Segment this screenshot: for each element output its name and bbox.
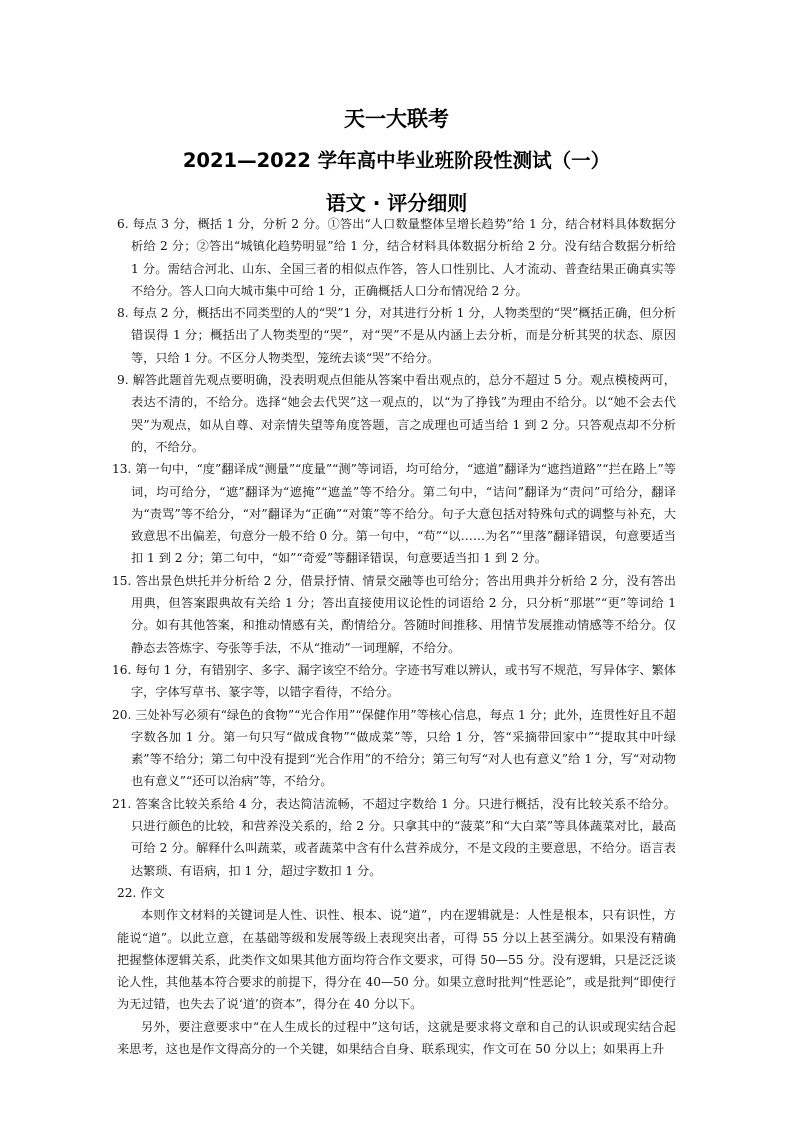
essay-paragraph-1: 本则作文材料的关键词是人性、识性、根本、说“道”，内在逻辑就是：人性是根本，只有识性，方能说“道”。以此立意，在基础等级和发展等级上表现突出者，可得 55 分以上甚至满分。如果没有精确把握整体逻辑关系，此类作文如果其他方面均符合作文要求，可得 50—55 分。没有逻辑，只是泛泛谈论人性，其他基本符合要求的前提下，得分在 40—50 分。如果立意时批判“性恶论”，或是批判“即使行为无过错，也失去了说‘道’的资本”，得分在 40 分以下。 bbox=[117, 908, 676, 1012]
rule-item-15: 15. 答出景色烘托并分析给 2 分，借景抒情、情景交融等也可给分；答出用典并分析给 2 分，没有答出用典，但答案跟典故有关给 1 分；答出直接使用议论性的词语给 2 分，只分析“那堪”“更”等词给 1 分。如有其他答案，和推动情感有关，酌情给分。答随时间推移、用情节发展推动情感等不给分。仅静态去答炼字、夸张等手法，不从“推动”一词理解，不给分。 bbox=[112, 573, 676, 655]
essay-paragraph-2: 另外，要注意要求中“在人生成长的过程中”这句话，这就是要求将文章和自己的认识或现实结合起来思考，这也是作文得高分的一个关键，如果结合自身、联系现实，作文可在 50 分以上；如果再上升 bbox=[117, 1019, 676, 1056]
rule-item-6: 6. 每点 3 分，概括 1 分，分析 2 分。①答出“人口数量整体呈增长趋势”给 1 分，结合材料具体数据分析给 2 分；②答出“城镇化趋势明显”给 1 分，结合材料具体数据分析给 2 分。没有结合数据分析给 1 分。需结合河北、山东、全国三者的相似点作答，答人口性别比、人才流动、普查结果正确真实等不给分。答人口向大城市集中可给 1 分，正确概括人口分布情况给 2 分。 bbox=[117, 217, 676, 298]
rule-item-16: 16. 每句 1 分，有错别字、多字、漏字该空不给分。字迹书写难以辨认，或书写不规范，写异体字、繁体字，字体写草书、篆字等，以错字看待，不给分。 bbox=[112, 662, 676, 700]
scoring-rules-body bbox=[112, 213, 676, 1060]
rule-item-9: 9. 解答此题首先观点要明确，没表明观点但能从答案中看出观点的，总分不超过 5 分。观点模棱两可，表达不清的，不给分。选择“她会去代哭”这一观点的，以“为了挣钱”为理由不给分。以“她不会去代哭”为观点，如从自尊、对亲情失望等角度答题，言之成理也可适当给 1 到 2 分。只答观点却不分析的，不给分。 bbox=[117, 373, 676, 454]
rule-item-21: 21. 答案含比较关系给 4 分，表达简洁流畅，不超过字数给 1 分。只进行概括，没有比较关系不给分。只进行颜色的比较，和营养没关系的，给 2 分。只拿其中的“菠菜”和“大白菜”等具体蔬菜对比，最高可给 2 分。解释什么叫蔬菜，或者蔬菜中含有什么营养成分，不是文段的主要意思，不给分。语言表达繁琐、有语病，扣 1 分，超过字数扣 1 分。 bbox=[112, 796, 676, 878]
rule-item-20: 20. 三处补写必须有“绿色的食物”“光合作用”“保健作用”等核心信息，每点 1 分；此外，连贯性好且不超字数各加 1 分。第一句只写“做成食物”“做成菜”等，只给 1 分，答“采摘带回家中”“提取其中叶绿素”等不给分；第二句中没有提到“光合作用”的不给分；第三句写“对人也有意义”给 1 分，写“对动物也有意义”“还可以治病”等，不给分。 bbox=[112, 707, 676, 789]
essay-heading: 22. 作文 bbox=[117, 885, 165, 900]
doc-title: 天一大联考 bbox=[344, 107, 449, 131]
rule-item-13: 13. 第一句中，“度”翻译成“测量”“度量”“测”等词语，均可给分，“遮道”翻译为“遮挡道路”“拦在路上”等词，均可给分，“遮”翻译为“遮掩”“遮盖”等不给分。第二句中，“诘问”翻译为“责问”可给分，翻译为“责骂”等不给分，“对”翻译为“正确”“对策”等不给分。句子大意包括对特殊句式的调整与补充，大致意思不出偏差，句意分一般不给 0 分。第一句中，“苟”“以……为名”“里落”翻译错误，句意要适当扣 1 到 2 分；第二句中，“如”“奇爱”等翻译错误，句意要适当扣 1 到 2 分。 bbox=[112, 462, 676, 566]
doc-subtitle: 2021—2022 学年高中毕业班阶段性测试（一） bbox=[182, 149, 611, 172]
rule-item-8: 8. 每点 2 分，概括出不同类型的人的“哭”1 分，对其进行分析 1 分，人物类型的“哭”概括正确，但分析错误得 1 分；概括出了人物类型的“哭”，对“哭”不是从内涵上去分析，而是分析其哭的状态、原因等，只给 1 分。不区分人物类型，笼统去谈“哭”不给分。 bbox=[117, 306, 676, 365]
doc-section-title: 语文 · 评分细则 bbox=[325, 191, 468, 215]
